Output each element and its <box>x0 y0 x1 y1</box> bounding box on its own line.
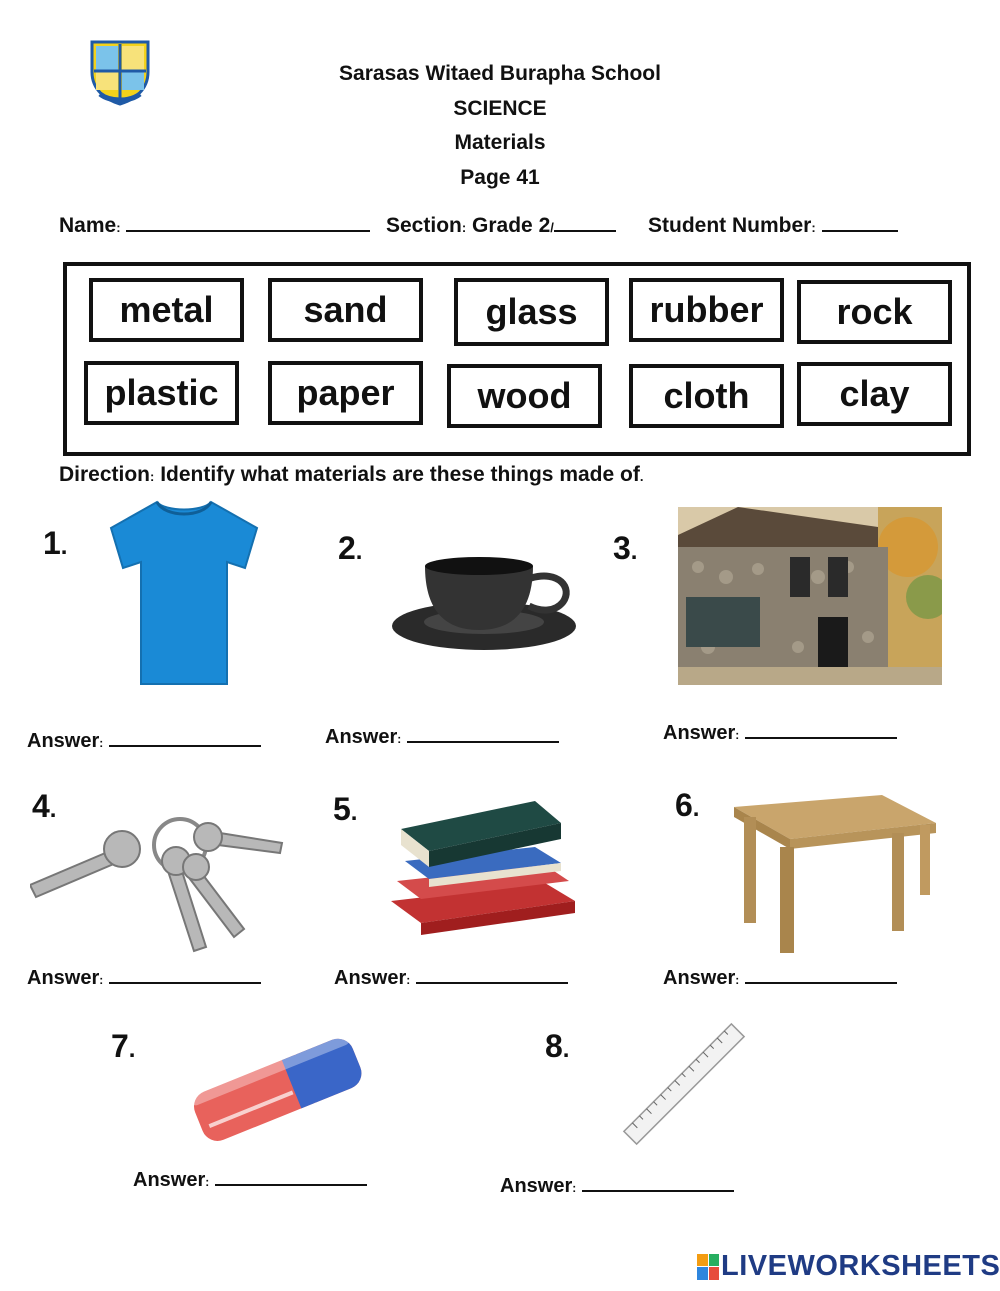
word-plastic: plastic <box>84 361 239 425</box>
answer-2-blank[interactable] <box>407 725 559 743</box>
answer-8[interactable]: Answer: <box>500 1174 734 1198</box>
item-number-6: 6. <box>675 787 700 823</box>
item-number-4: 4. <box>32 788 57 824</box>
answer-4-blank[interactable] <box>109 966 261 984</box>
name-field[interactable]: Name: <box>59 212 370 238</box>
student-number-label: Student Number <box>648 214 812 237</box>
cup-icon <box>391 556 581 657</box>
liveworksheets-brand: LIVEWORKSHEETS <box>721 1250 1000 1282</box>
answer-5[interactable]: Answer: <box>334 966 568 990</box>
answer-6-blank[interactable] <box>745 966 897 984</box>
answer-4[interactable]: Answer: <box>27 966 261 990</box>
word-glass: glass <box>454 278 609 346</box>
direction-label: Direction <box>59 463 151 486</box>
item-number-8: 8. <box>545 1028 570 1064</box>
answer-8-blank[interactable] <box>582 1174 734 1192</box>
item-number-7: 7. <box>111 1028 136 1064</box>
word-rock: rock <box>797 280 952 344</box>
school-name: Sarasas Witaed Burapha School <box>339 62 661 85</box>
liveworksheets-logo <box>697 1250 1000 1283</box>
liveworksheets-badge-icon <box>697 1254 719 1280</box>
word-clay: clay <box>797 362 952 426</box>
word-metal: metal <box>89 278 244 342</box>
name-label: Name <box>59 214 117 237</box>
answer-1[interactable]: Answer: <box>27 729 261 753</box>
student-number-field[interactable]: Student Number: <box>648 212 898 238</box>
ruler-icon <box>620 1020 748 1153</box>
subject-title: SCIENCE <box>453 97 547 120</box>
eraser-icon <box>185 1025 373 1150</box>
section-field[interactable]: Section: Grade 2/ <box>386 212 616 238</box>
direction-text: Direction: Identify what materials are these things made of. <box>59 463 644 486</box>
name-blank[interactable] <box>126 212 370 232</box>
answer-3-blank[interactable] <box>745 721 897 739</box>
word-bank <box>63 262 971 456</box>
keys-icon <box>30 805 286 960</box>
answer-7-blank[interactable] <box>215 1168 367 1186</box>
word-sand: sand <box>268 278 423 342</box>
topic-title: Materials <box>454 131 546 154</box>
page-number: Page 41 <box>460 166 540 189</box>
books-icon <box>385 795 581 944</box>
answer-6[interactable]: Answer: <box>663 966 897 990</box>
item-number-2: 2. <box>338 530 363 566</box>
word-paper: paper <box>268 361 423 425</box>
student-number-blank[interactable] <box>822 212 898 232</box>
item-number-5: 5. <box>333 791 358 827</box>
answer-5-blank[interactable] <box>416 966 568 984</box>
section-blank[interactable] <box>554 212 616 232</box>
item-number-1: 1. <box>43 525 68 561</box>
word-wood: wood <box>447 364 602 428</box>
answer-7[interactable]: Answer: <box>133 1168 367 1192</box>
section-label: Section <box>386 214 462 237</box>
answer-2[interactable]: Answer: <box>325 725 559 749</box>
stone-house-icon <box>678 507 942 690</box>
answer-1-blank[interactable] <box>109 729 261 747</box>
section-value: Grade 2 <box>472 214 551 237</box>
direction-instruction: Identify what materials are these things made of <box>160 463 640 486</box>
word-cloth: cloth <box>629 364 784 428</box>
t-shirt-icon <box>107 498 261 693</box>
word-rubber: rubber <box>629 278 784 342</box>
item-number-3: 3. <box>613 530 638 566</box>
answer-3[interactable]: Answer: <box>663 721 897 745</box>
table-icon <box>732 795 938 960</box>
